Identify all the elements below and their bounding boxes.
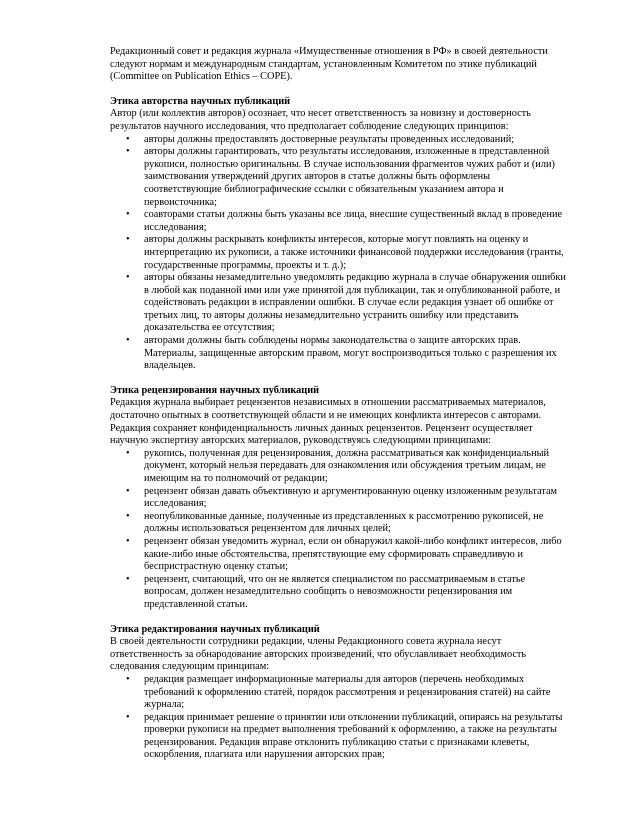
section-lead: В своей деятельности сотрудники редакции, члены Редакционного совета журнала несут ответственность за обнародование авторских произведений, что обуславливает необходимость следования следующим принципам: — [110, 636, 527, 673]
section-heading: Этика редактирования научных публикаций — [110, 623, 320, 635]
section-heading: Этика авторства научных публикаций — [110, 95, 291, 107]
section-reviewing — [110, 385, 570, 612]
bullet-list — [110, 674, 570, 762]
bullet-icon: • — [126, 711, 130, 723]
bullet-icon: • — [126, 510, 130, 522]
section-lead: Редакция журнала выбирает рецензентов независимых в отношении рассматриваемых материалов, достаточно опытных в соответствующей области и не имеющих конфликта интересов с авторами. Редакция сохраняет конфиденциальность личных данных рецензентов. Рецензент осуществляет научную экспертизу авторских материалов, руководствуясь следующими принципами: — [110, 397, 546, 447]
list-item: • рукопись, полученная для рецензирования, должна рассматриваться как конфиденциальный документ, который нельзя передавать для ознакомления или обсуждения третьим лицам, не имеющим на то полномочий от редакции; — [126, 447, 550, 484]
list-item: • редакция размещает информационные материалы для авторов (перечень необходимых требований к оформлению статей, порядок рассмотрения и рецензирования статей) на сайте журнала; — [126, 673, 551, 711]
bullet-list — [110, 134, 570, 373]
bullet-icon: • — [126, 535, 130, 547]
list-item: • соавторами статьи должны быть указаны все лица, внесшие существенный вклад в проведение исследования; — [126, 209, 563, 233]
bullet-icon: • — [126, 272, 130, 284]
list-item: • авторы должны гарантировать, что результаты исследования, изложенные в представленной рукописи, полностью оригинальны. В случае использования фрагментов чужих работ и (или) заимствования утверждений других авторов в статье должны быть оформлены соответствующие библиографические ссылки с обязательным указанием автора и первоисточника; — [126, 146, 555, 208]
list-item: • рецензент обязан давать объективную и аргументированную оценку изложенным результатам исследования; — [126, 485, 558, 510]
list-item: • авторы обязаны незамедлительно уведомлять редакцию журнала в случае обнаружения ошибки в любой как поданной ими или уже принятой для публикации, так и опубликованной работе, и содействовать редакции в исправлении ошибки. В случае если редакция узнает об ошибке от третьих лиц, то авторы должны незамедлительно устранить ошибку или представить доказательства ее отсутствия; — [126, 272, 566, 334]
section-editing — [110, 624, 570, 763]
list-item: • авторы должны раскрывать конфликты интересов, которые могут повлиять на оценку и интерпретацию их рукописи, а также источники финансовой поддержки исследования (гранты, государственные программы, проекты и т. д.); — [126, 234, 564, 271]
bullet-list — [110, 448, 570, 612]
list-item: • редакция принимает решение о принятии или отклонении публикаций, опираясь на результаты проверки рукописи на предмет выполнения требований к оформлению, а также на результаты рецензирования. Редакция вправе отклонить публикацию статьи с признаками клеветы, оскорбления, плагиата или нарушения авторских прав; — [126, 711, 563, 761]
list-item: • рецензент обязан уведомить журнал, если он обнаружил какой-либо конфликт интересов, либо какие-либо иные обстоятельства, препятствующие ему сформировать справедливую и беспристрастную оценку статьи; — [126, 535, 562, 573]
bullet-icon: • — [126, 234, 130, 246]
bullet-icon: • — [126, 573, 130, 585]
bullet-icon: • — [126, 485, 130, 497]
list-item: • неопубликованные данные, полученные из представленных к рассмотрению рукописей, не должны использоваться рецензентом для личных целей; — [126, 510, 544, 535]
bullet-icon: • — [126, 673, 130, 685]
list-item: • рецензент, считающий, что он не является специалистом по рассматриваемым в статье вопросам, должен незамедлительно сообщить о невозможности рецензирования им представленной статьи. — [126, 573, 526, 610]
bullet-icon: • — [126, 209, 130, 221]
bullet-icon: • — [126, 133, 130, 145]
section-authorship — [110, 96, 570, 373]
intro-paragraph: Редакционный совет и редакция журнала «Имущественные отношения в РФ» в своей деятельности следуют нормам и международным стандартам, установленным Комитетом по этике публикаций (Committee on Publication Ethics – COPE). — [110, 46, 548, 83]
list-item: • авторами должны быть соблюдены нормы законодательства о защите авторских прав. Материалы, защищенные авторским правом, могут воспроизводиться только с разрешения их владельцев. — [126, 335, 557, 372]
section-heading: Этика рецензирования научных публикаций — [110, 384, 320, 396]
bullet-icon: • — [126, 146, 130, 158]
document-page — [110, 46, 570, 774]
section-lead: Автор (или коллектив авторов) осознает, что несет ответственность за новизну и достоверность результатов научного исследования, что предполагает соблюдение следующих принципов: — [110, 108, 531, 132]
list-item: • авторы должны предоставлять достоверные результаты проведенных исследований; — [126, 133, 515, 145]
bullet-icon: • — [126, 335, 130, 347]
bullet-icon: • — [126, 447, 130, 459]
